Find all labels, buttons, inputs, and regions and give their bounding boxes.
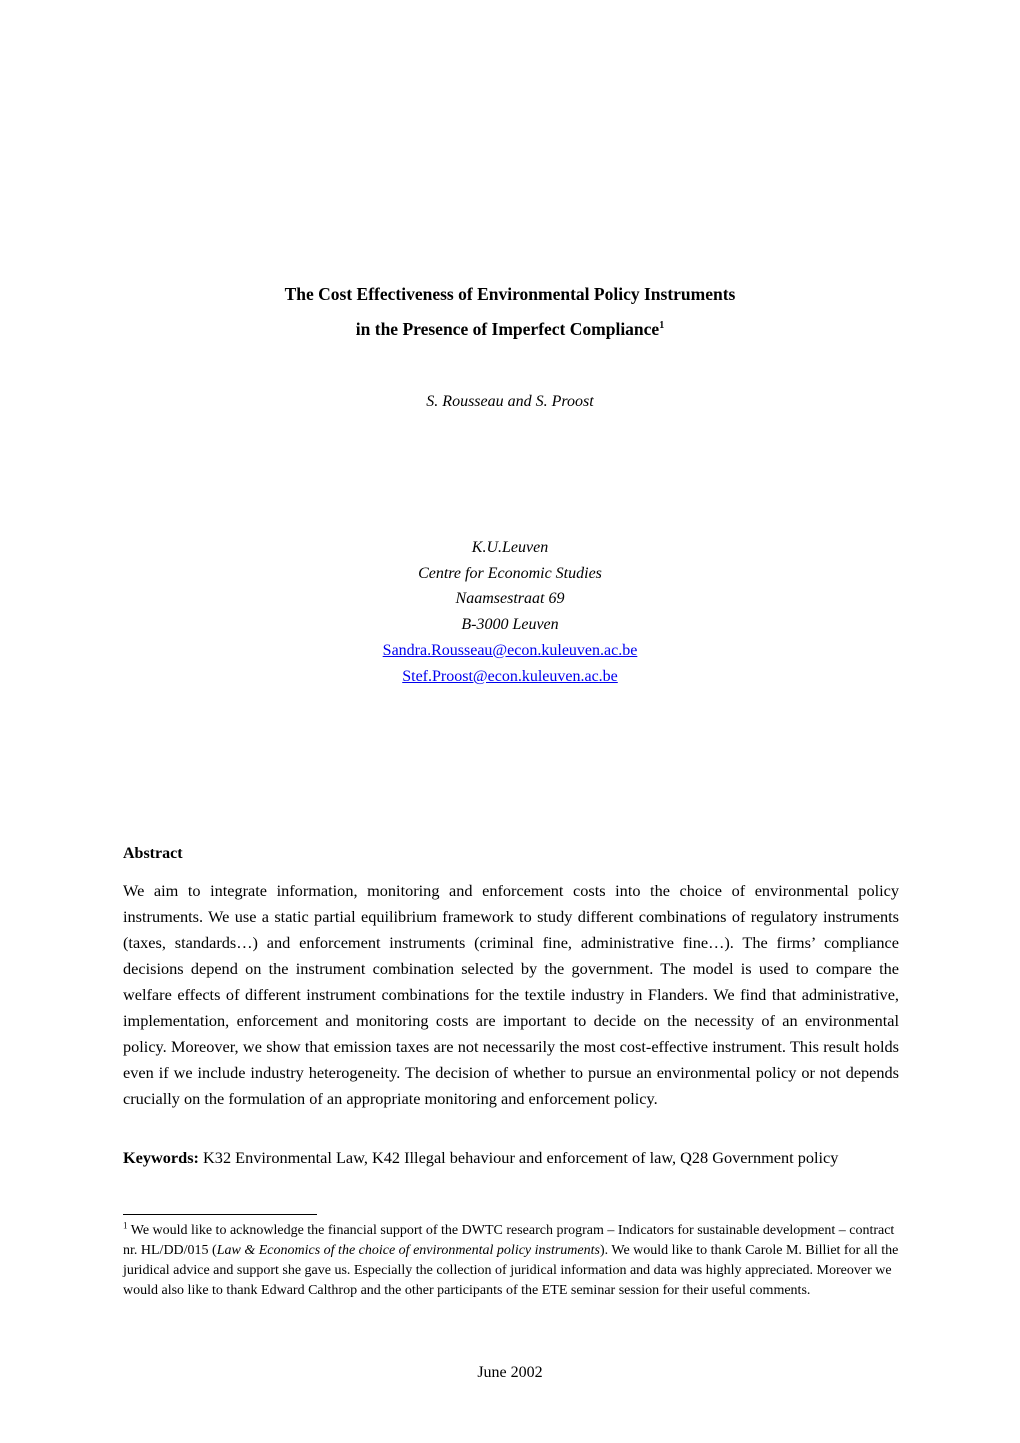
footnote-text-part2: ). We would like to thank Carole M. Billiet for all the juridical advice and support she gave us. Especially the collection of juridical information and data was highly appreciated. Moreover we would also like to thank Edward Calthrop and the other participants of the ETE seminar session for their useful comments. — [123, 1243, 899, 1298]
title-footnote-marker: 1 — [659, 320, 665, 332]
footnote — [123, 1221, 899, 1301]
email-row-2 — [0, 664, 1020, 690]
email-row-1 — [0, 638, 1020, 664]
affiliation-university: K.U.Leuven — [471, 539, 549, 556]
email-link-rousseau[interactable]: Sandra.Rousseau@econ.kuleuven.ac.be — [382, 642, 638, 659]
footnote-marker: 1 — [123, 1220, 128, 1231]
affiliation-centre: Centre for Economic Studies — [418, 565, 602, 582]
authors: S. Rousseau and S. Proost — [426, 393, 594, 410]
title-line-2 — [0, 319, 1020, 340]
affiliation-city: B-3000 Leuven — [461, 616, 559, 633]
keywords-label: Keywords: — [123, 1148, 199, 1167]
title-line-1: The Cost Effectiveness of Environmental Policy Instruments — [284, 284, 736, 304]
affiliation-street: Naamsestraat 69 — [455, 590, 565, 607]
title-line-2-text: in the Presence of Imperfect Compliance — [355, 319, 660, 339]
publication-date: June 2002 — [477, 1364, 543, 1381]
footnote-text-italic: Law & Economics of the choice of environmental policy instruments — [216, 1243, 600, 1258]
email-link-proost[interactable]: Stef.Proost@econ.kuleuven.ac.be — [402, 668, 618, 685]
footnote-text-part1: We would like to acknowledge the financial support of the DWTC research program – Indicators for sustainable development – contract nr. HL/DD/015 ( — [123, 1223, 895, 1258]
abstract-heading: Abstract — [123, 845, 183, 862]
keywords — [123, 1145, 899, 1171]
footnote-divider — [123, 1214, 317, 1215]
abstract-text: We aim to integrate information, monitoring and enforcement costs into the choice of environmental policy instruments. We use a static partial equilibrium framework to study different combinations of regulatory instruments (taxes, standards…) and enforcement instruments (criminal fine, administrative fine…). The firms’ compliance decisions depend on the instrument combination selected by the government. The model is used to compare the welfare effects of different instrument combinations for the textile industry in Flanders. We find that administrative, implementation, enforcement and monitoring costs are important to decide on the necessity of an environmental policy. Moreover, we show that emission taxes are not necessarily the most cost-effective instrument. This result holds even if we include industry heterogeneity. The decision of whether to pursue an environmental policy or not depends crucially on the formulation of an appropriate monitoring and enforcement policy. — [123, 881, 899, 1108]
keywords-text: K32 Environmental Law, K42 Illegal behaviour and enforcement of law, Q28 Government policy — [203, 1148, 839, 1167]
